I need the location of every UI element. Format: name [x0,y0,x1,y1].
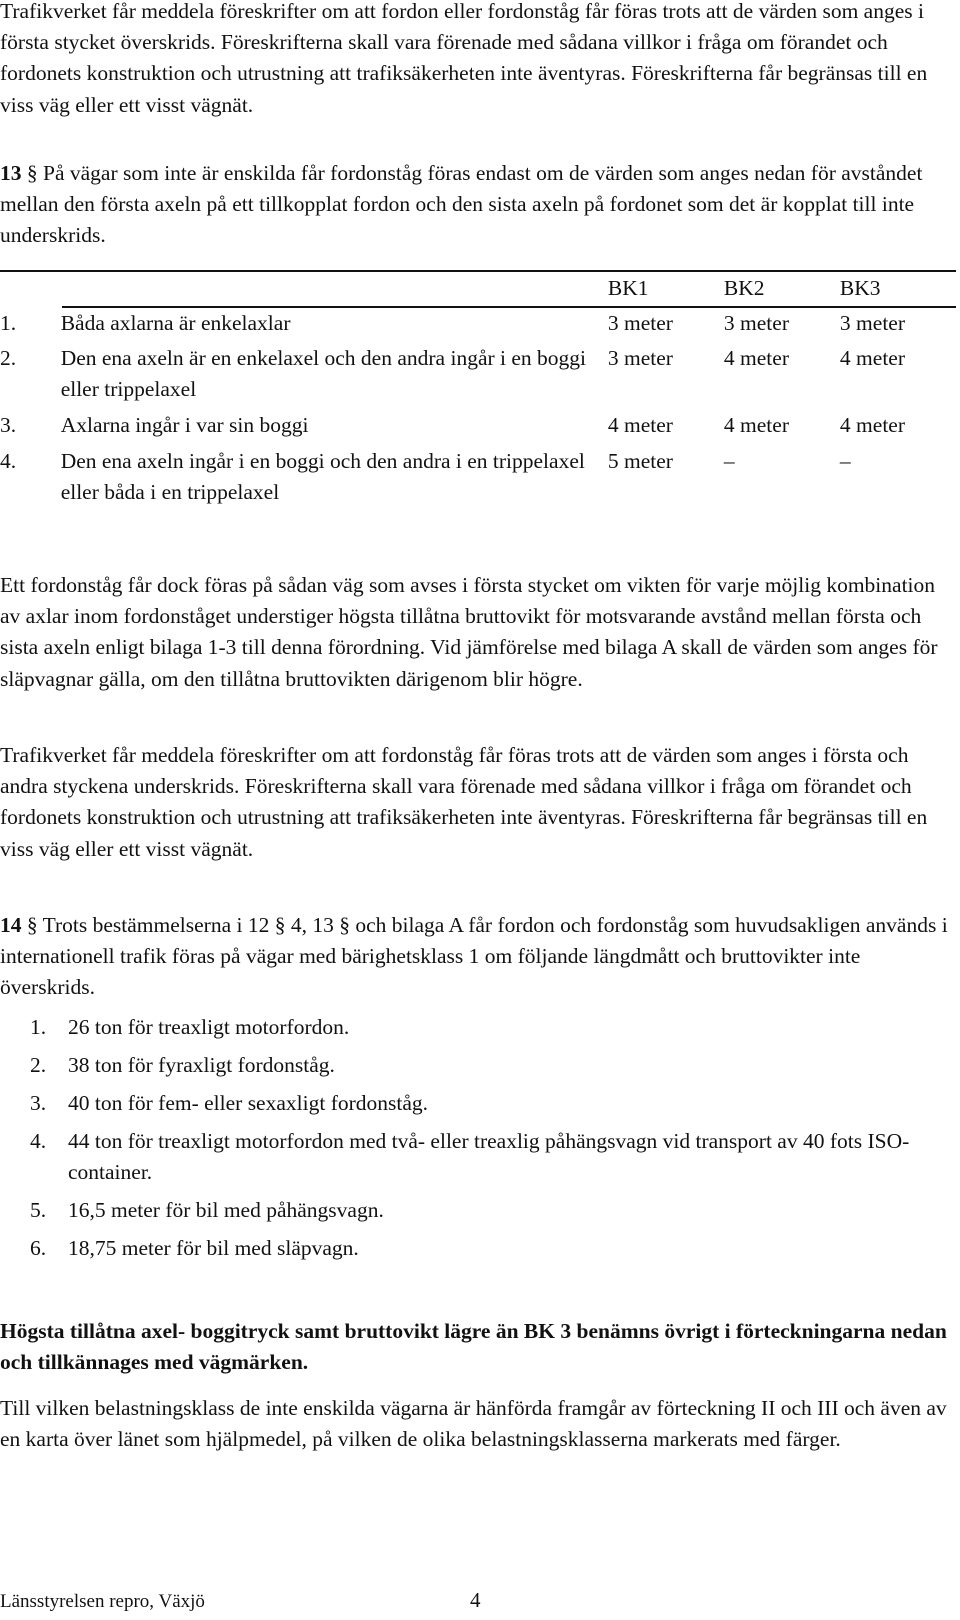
list-item [30,1126,930,1188]
bold-note: Högsta tillåtna axel- boggitryck samt bruttovikt lägre än BK 3 benämns övrigt i förteckningarna nedan och tillkännages med vägmärken. [0,1319,947,1375]
page-number: 4 [470,1588,481,1612]
list-text: 18,75 meter för bil med släpvagn. [68,1236,359,1260]
section-sign: § [26,161,38,185]
table-row [0,306,956,339]
list-item [30,1050,930,1081]
cell-bk3: 4 meter [839,346,905,370]
section-14-text-b: 4, 13 [290,913,334,937]
list-text: 16,5 meter för bil med påhängsvagn. [68,1198,384,1222]
section-14-text-c: och bilaga A får fordon och fordonståg som huvudsakligen används i internationell trafik föras på vägar med bärighetsklass 1 om följande längdmått och bruttovikter inte överskrids. [0,913,948,1000]
header-bk1: BK1 [607,276,649,300]
cell-bk3: – [839,449,851,473]
limits-list [30,1012,930,1271]
cell-bk1: 5 meter [607,449,673,473]
section-13-number: 13 [0,161,22,185]
list-text: 26 ton för treaxligt motorfordon. [68,1015,350,1039]
list-item [30,1088,930,1119]
list-text: 44 ton för treaxligt motorfordon med två- eller treaxlig påhängsvagn vid transport av 40 fots ISO-container. [68,1129,910,1184]
cell-bk2: 4 meter [723,346,789,370]
belastning-paragraph: Till vilken belastningsklass de inte enskilda vägarna är hänförda framgår av förteckning II och III och även av en karta över länet som hjälpmedel, på vilken de olika belastningsklasserna markerats med färger. [0,1396,947,1452]
footer-publisher: Länsstyrelsen repro, Växjö [0,1591,205,1612]
section-13-text: På vägar som inte är enskilda får fordonståg föras endast om de värden som anges nedan för avståndet mellan den första axeln på ett tillkopplat fordon och den sista axeln på fordonet som det är kopplat till inte underskrids. [0,161,923,248]
list-item [30,1012,930,1043]
cell-bk3: 3 meter [839,311,905,335]
cell-bk1: 4 meter [607,413,673,437]
row-number: 4. [0,449,17,473]
cell-bk3: 4 meter [839,413,905,437]
row-description: Den ena axeln ingår i en boggi och den andra i en trippelaxel eller båda i en trippelaxel [60,449,585,504]
intro-paragraph: Trafikverket får meddela föreskrifter om att fordon eller fordonståg får föras trots att de värden som anges i första stycket överskrids. Föreskrifterna skall vara förenade med sådana villkor i fråga om förandet och fordonets konstruktion och utrustning att trafiksäkerheten inte äventyras. Föreskrifterna får begränsas till en viss väg eller ett visst vägnät. [0,0,928,117]
table-row [0,441,956,508]
cell-bk1: 3 meter [607,346,673,370]
section-14-number: 14 [0,913,22,937]
trafikverket-paragraph: Trafikverket får meddela föreskrifter om att fordonståg får föras trots att de värden som anges i första och andra styckena underskrids. Föreskrifterna skall vara förenade med sådana villkor i fråga om förandet och fordonets konstruktion och utrustning att trafiksäkerheten inte äventyras. Föreskrifterna får begränsas till en viss väg eller ett visst vägnät. [0,743,928,861]
section-sign: § [339,913,350,937]
header-bk2: BK2 [723,276,765,300]
row-number: 2. [0,346,17,370]
section-sign: § [26,913,38,937]
row-description: Båda axlarna är enkelaxlar [60,311,291,335]
list-item [30,1195,930,1226]
row-description: Axlarna ingår i var sin boggi [60,413,309,437]
list-number: 2. [30,1053,47,1077]
table-row [0,405,956,441]
section-14-paragraph [0,910,948,1004]
list-number: 6. [30,1236,47,1260]
list-number: 5. [30,1198,47,1222]
list-number: 4. [30,1129,47,1153]
cell-bk2: – [723,449,735,473]
axle-distance-table [0,270,956,508]
cell-bk1: 3 meter [607,311,673,335]
cell-bk2: 3 meter [723,311,789,335]
table-header-row [0,270,956,306]
header-bk3: BK3 [839,276,881,300]
list-number: 3. [30,1091,47,1115]
cell-bk2: 4 meter [723,413,789,437]
section-13-paragraph [0,158,948,252]
section-sign: § [274,913,286,937]
list-text: 40 ton för fem- eller sexaxligt fordonståg. [68,1091,429,1115]
list-item [30,1233,930,1264]
list-text: 38 ton för fyraxligt fordonståg. [68,1053,335,1077]
table-row [0,339,956,405]
bruttovikt-paragraph: Ett fordonståg får dock föras på sådan väg som avses i första stycket om vikten för varje möjlig kombination av axlar inom fordonståget understiger högsta tillåtna bruttovikt för motsvarande avstånd mellan första och sista axeln enligt bilaga 1-3 till denna förordning. Vid jämförelse med bilaga A skall de värden som anges för släpvagnar gälla, om den tillåtna bruttovikten därigenom blir högre. [0,573,938,691]
row-number: 3. [0,413,17,437]
row-description: Den ena axeln är en enkelaxel och den andra ingår i en boggi eller trippelaxel [60,346,587,401]
row-number: 1. [0,311,17,335]
section-14-text-a: Trots bestämmelserna i 12 [42,913,270,937]
list-number: 1. [30,1015,47,1039]
